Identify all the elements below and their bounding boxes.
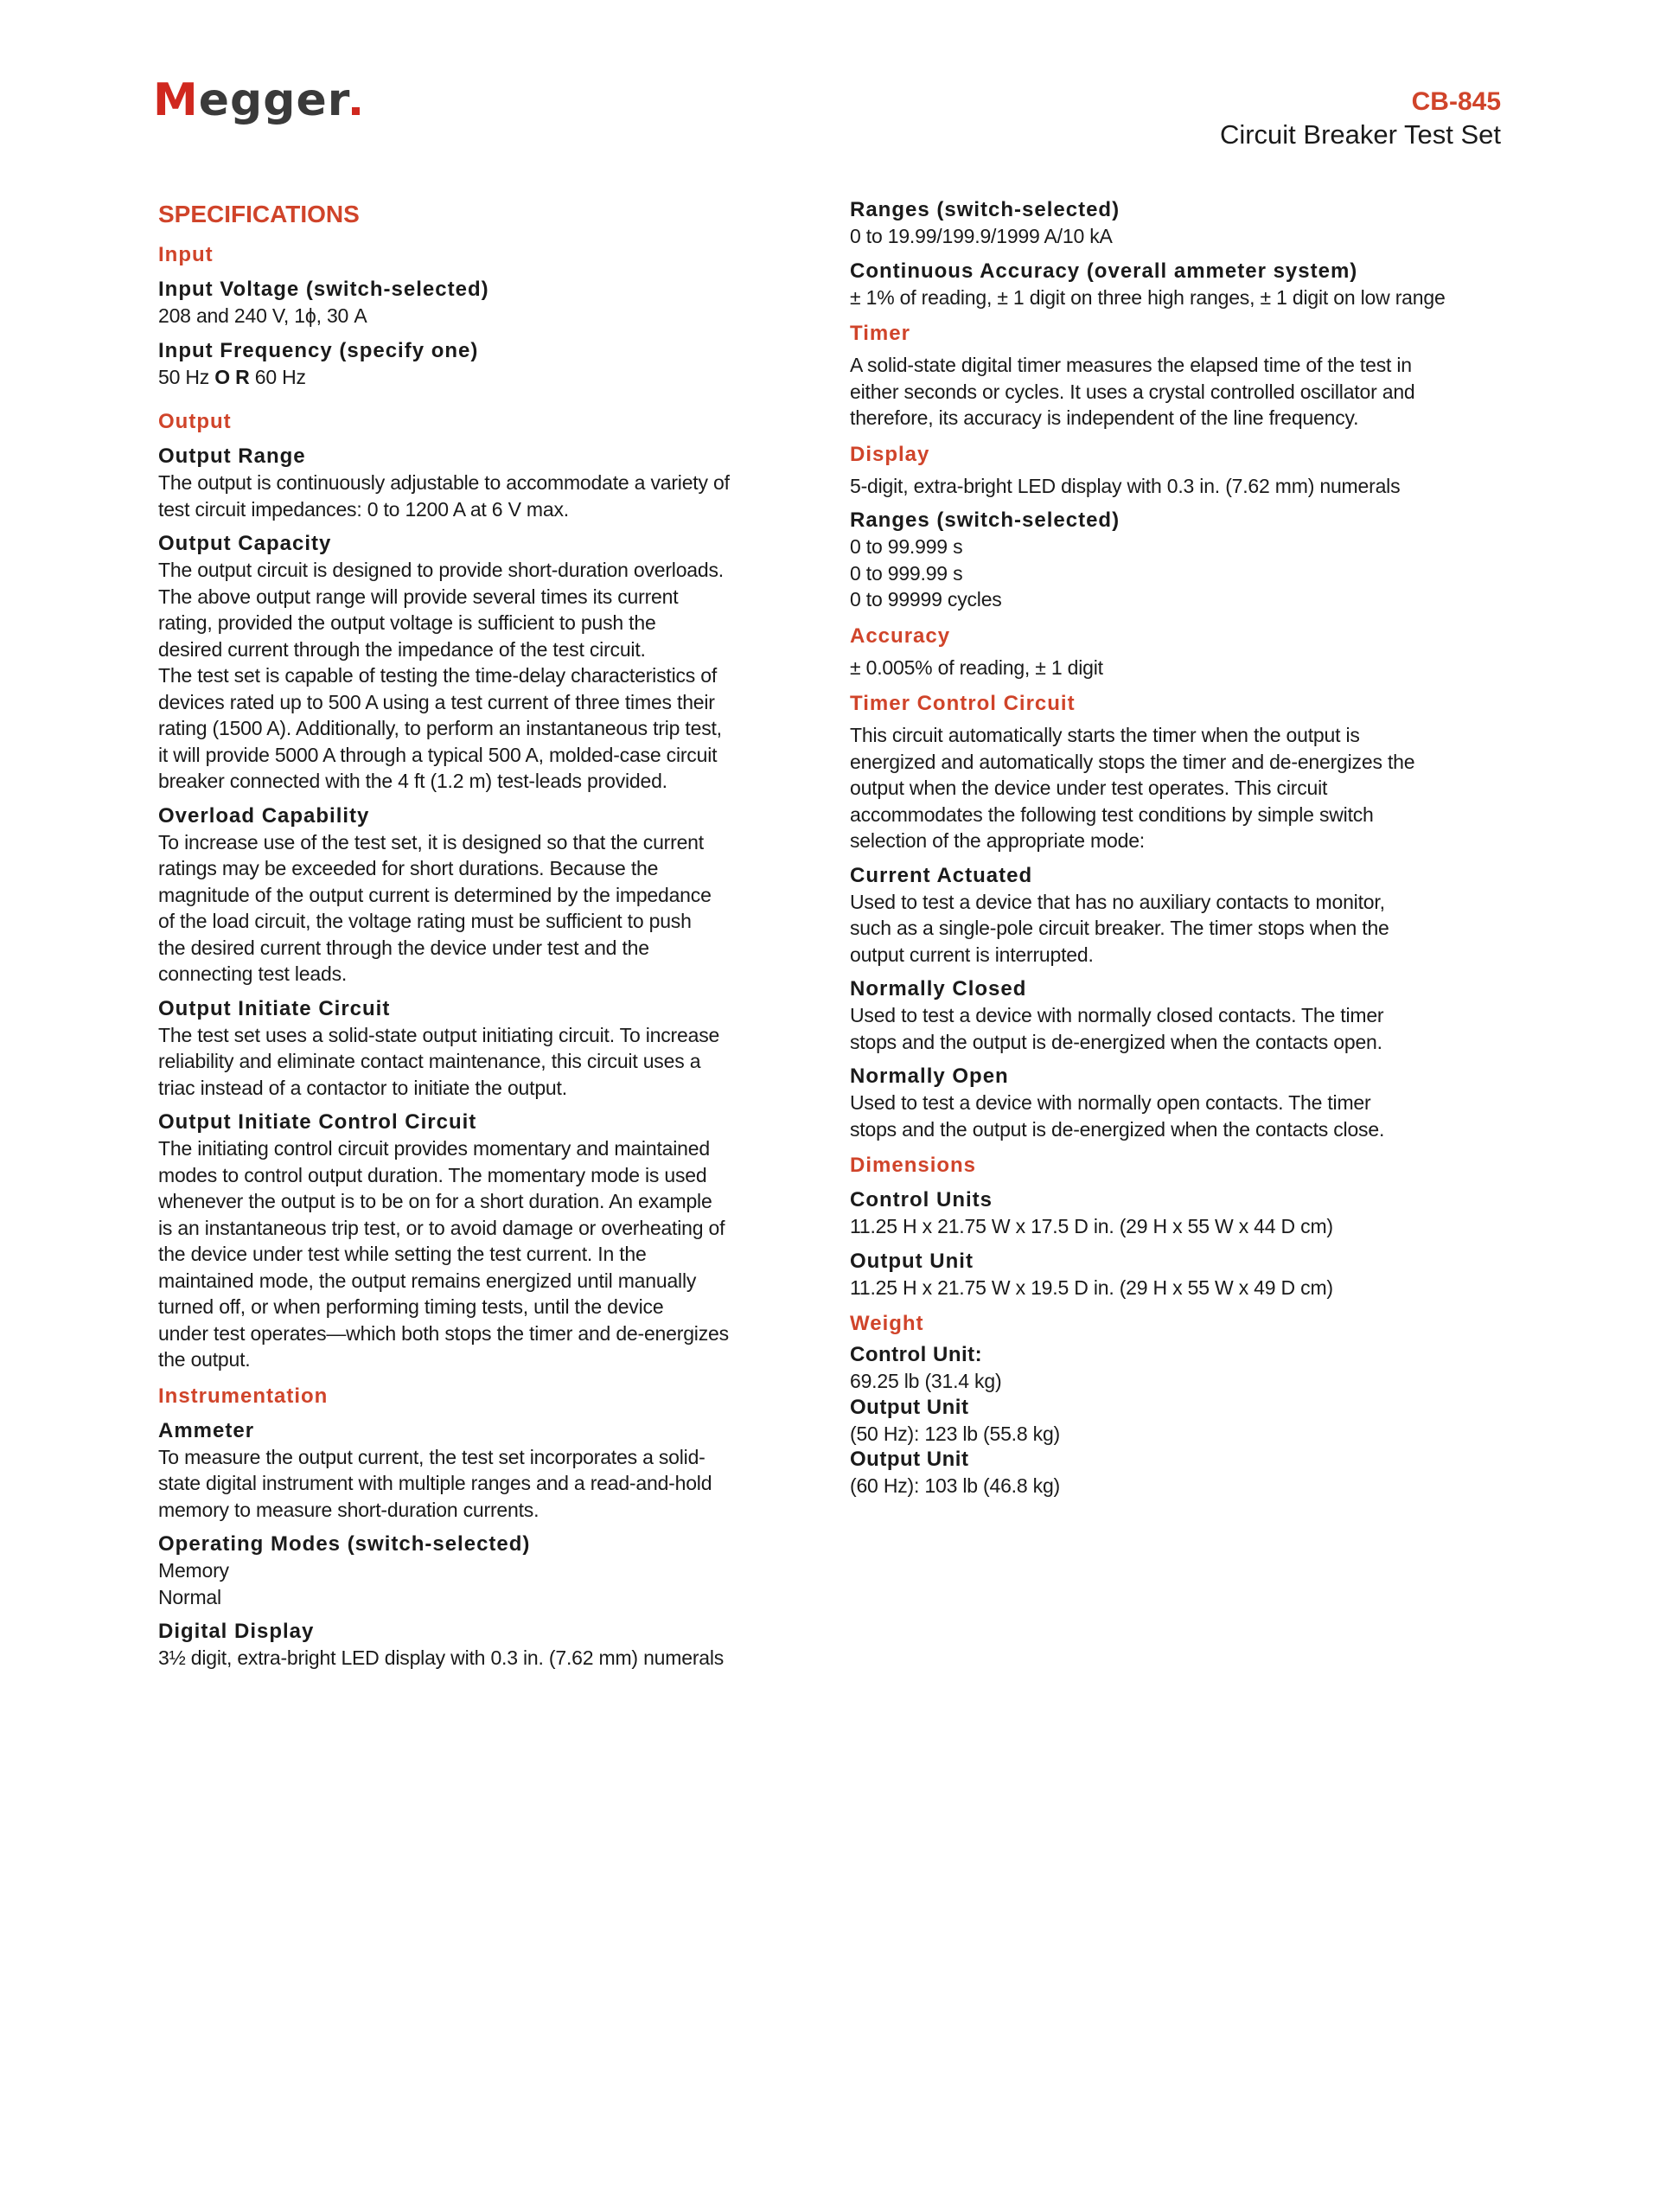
- digital-display-text: 3½ digit, extra-bright LED display with 0.3 in. (7.62 mm) numerals: [158, 1646, 725, 1669]
- output-range-text: The output is continuously adjustable to accommodate a variety of test circuit impedances: 0 to 1200 A at 6 V max.: [158, 471, 730, 521]
- output-unit-label: Output Unit: [850, 1249, 974, 1273]
- megger-logo: Megger: [153, 74, 360, 126]
- digital-display-label: Digital Display: [158, 1620, 315, 1643]
- output-initiate-circuit-text: The test set uses a solid-state output initiating circuit. To increase reliability and eliminate contact maintenance, this circuit uses a triac instead of a contactor to initiate the output.: [158, 1023, 720, 1099]
- timer-heading: Timer: [850, 322, 910, 345]
- normally-open-text: Used to test a device with normally open contacts. The timer stops and the output is de-energized when the contacts close.: [850, 1091, 1385, 1141]
- weight-heading: Weight: [850, 1312, 924, 1335]
- weight-output-unit-50-text: (50 Hz): 123 lb (55.8 kg): [850, 1422, 1061, 1445]
- timer-accuracy-text: ± 0.005% of reading, ± 1 digit: [850, 655, 1103, 679]
- overload-capability-label: Overload Capability: [158, 803, 370, 828]
- product-name: Circuit Breaker Test Set: [1219, 119, 1501, 150]
- output-heading: Output: [158, 410, 232, 433]
- control-units-label: Control Units: [850, 1188, 993, 1211]
- input-voltage-label: Input Voltage (switch-selected): [158, 278, 489, 301]
- timer-accuracy-heading: Accuracy: [850, 623, 951, 648]
- weight-output-unit-60-text: (60 Hz): 103 lb (46.8 kg): [850, 1474, 1061, 1497]
- timer-ranges-label: Ranges (switch-selected): [850, 508, 1120, 532]
- current-actuated-text: Used to test a device that has no auxiliary contacts to monitor, such as a single-pole circuit breaker. The timer stops when the output current is interrupted.: [850, 890, 1389, 966]
- weight-output-unit-50-label: Output Unit: [850, 1395, 969, 1419]
- normally-closed-label: Normally Closed: [850, 977, 1027, 1001]
- output-initiate-control-text: The initiating control circuit provides momentary and maintained modes to control output duration. The momentary mode is used whenever the output is to be on for a short duration. An example is an instantaneous trip test, or to avoid damage or overheating of the device under test while setting the test current. In the maintained mode, the output remains energized until manually turned off, or when performing timing tests, until the device under test operates—which both stops the timer and de-energizes the output.: [158, 1137, 729, 1371]
- normally-closed-text: Used to test a device with normally closed contacts. The timer stops and the output is de-energized when the contacts open.: [850, 1004, 1384, 1053]
- input-frequency-text: 50 Hz O R 60 Hz: [158, 365, 306, 388]
- ammeter-ranges-text: 0 to 19.99/199.9/1999 A/10 kA: [850, 225, 1113, 247]
- header-title-block: [1220, 86, 1501, 152]
- continuous-accuracy-label: Continuous Accuracy (overall ammeter system): [850, 259, 1358, 283]
- output-unit-text: 11.25 H x 21.75 W x 19.5 D in. (29 H x 55 W x 49 D cm): [850, 1275, 1333, 1299]
- instrumentation-heading: Instrumentation: [158, 1384, 329, 1408]
- output-capacity-text: The output circuit is designed to provide short-duration overloads. The above output range will provide several times its current rating, provided the output voltage is sufficient to push the desired current through the impedance of the test circuit. The test set is capable of testing the time-delay characteristics of devices rated up to 500 A using a test current of three times their rating (1500 A). Additionally, to perform an instantaneous trip test, it will provide 5000 A through a typical 500 A, molded-case circuit breaker connected with the 4 ft (1.2 m) test-leads provided.: [158, 559, 724, 792]
- overload-capability-text: To increase use of the test set, it is designed so that the current ratings may be exceeded for short durations. Because the magnitude of the output current is determined by the impedance of the load circuit, the voltage rating must be sufficient to push the desired current through the device under test and the connecting test leads.: [158, 830, 712, 985]
- control-units-text: 11.25 H x 21.75 W x 17.5 D in. (29 H x 55 W x 44 D cm): [850, 1215, 1333, 1237]
- normally-open-label: Normally Open: [850, 1064, 1009, 1088]
- timer-control-circuit-text: This circuit automatically starts the timer when the output is energized and automatically stops the timer and de-energizes the output when the device under test operates. This circuit accommodates the following test conditions by simple switch selection of the appropriate mode:: [850, 724, 1415, 852]
- ammeter-ranges-label: Ranges (switch-selected): [850, 198, 1120, 221]
- display-text: 5-digit, extra-bright LED display with 0.3 in. (7.62 mm) numerals: [850, 474, 1401, 497]
- specifications-heading: SPECIFICATIONS: [158, 201, 360, 227]
- timer-ranges-text: 0 to 99.999 s 0 to 999.99 s 0 to 99999 cycles: [850, 535, 1002, 611]
- input-voltage-text: 208 and 240 V, 1ϕ, 30 A: [158, 304, 367, 327]
- weight-control-unit-label: Control Unit:: [850, 1343, 983, 1366]
- right-column: [850, 197, 1507, 1499]
- current-actuated-label: Current Actuated: [850, 863, 1033, 887]
- model-number: CB-845: [1411, 87, 1501, 116]
- ammeter-label: Ammeter: [158, 1418, 255, 1442]
- display-heading: Display: [850, 442, 930, 466]
- operating-modes-label: Operating Modes (switch-selected): [158, 1532, 531, 1556]
- ammeter-text: To measure the output current, the test set incorporates a solid- state digital instrument with multiple ranges and a read-and-hold memory to measure short-duration currents.: [158, 1445, 712, 1521]
- output-capacity-label: Output Capacity: [158, 532, 332, 555]
- input-heading: Input: [158, 243, 214, 266]
- timer-control-circuit-heading: Timer Control Circuit: [850, 692, 1076, 715]
- output-range-label: Output Range: [158, 444, 306, 468]
- weight-output-unit-60-label: Output Unit: [850, 1448, 969, 1471]
- input-frequency-label: Input Frequency (specify one): [158, 338, 479, 362]
- output-initiate-control-label: Output Initiate Control Circuit: [158, 1110, 477, 1134]
- output-initiate-circuit-label: Output Initiate Circuit: [158, 996, 391, 1020]
- weight-control-unit-text: 69.25 lb (31.4 kg): [850, 1370, 1002, 1392]
- operating-modes-text: Memory Normal: [158, 1559, 229, 1608]
- timer-text: A solid-state digital timer measures the elapsed time of the test in either seconds or cycles. It uses a crystal controlled oscillator and therefore, its accuracy is independent of the line frequency.: [850, 354, 1415, 429]
- left-column: [158, 197, 815, 1672]
- continuous-accuracy-text: ± 1% of reading, ± 1 digit on three high ranges, ± 1 digit on low range: [850, 285, 1446, 309]
- logo-dot-icon: [352, 107, 360, 115]
- dimensions-heading: Dimensions: [850, 1154, 977, 1177]
